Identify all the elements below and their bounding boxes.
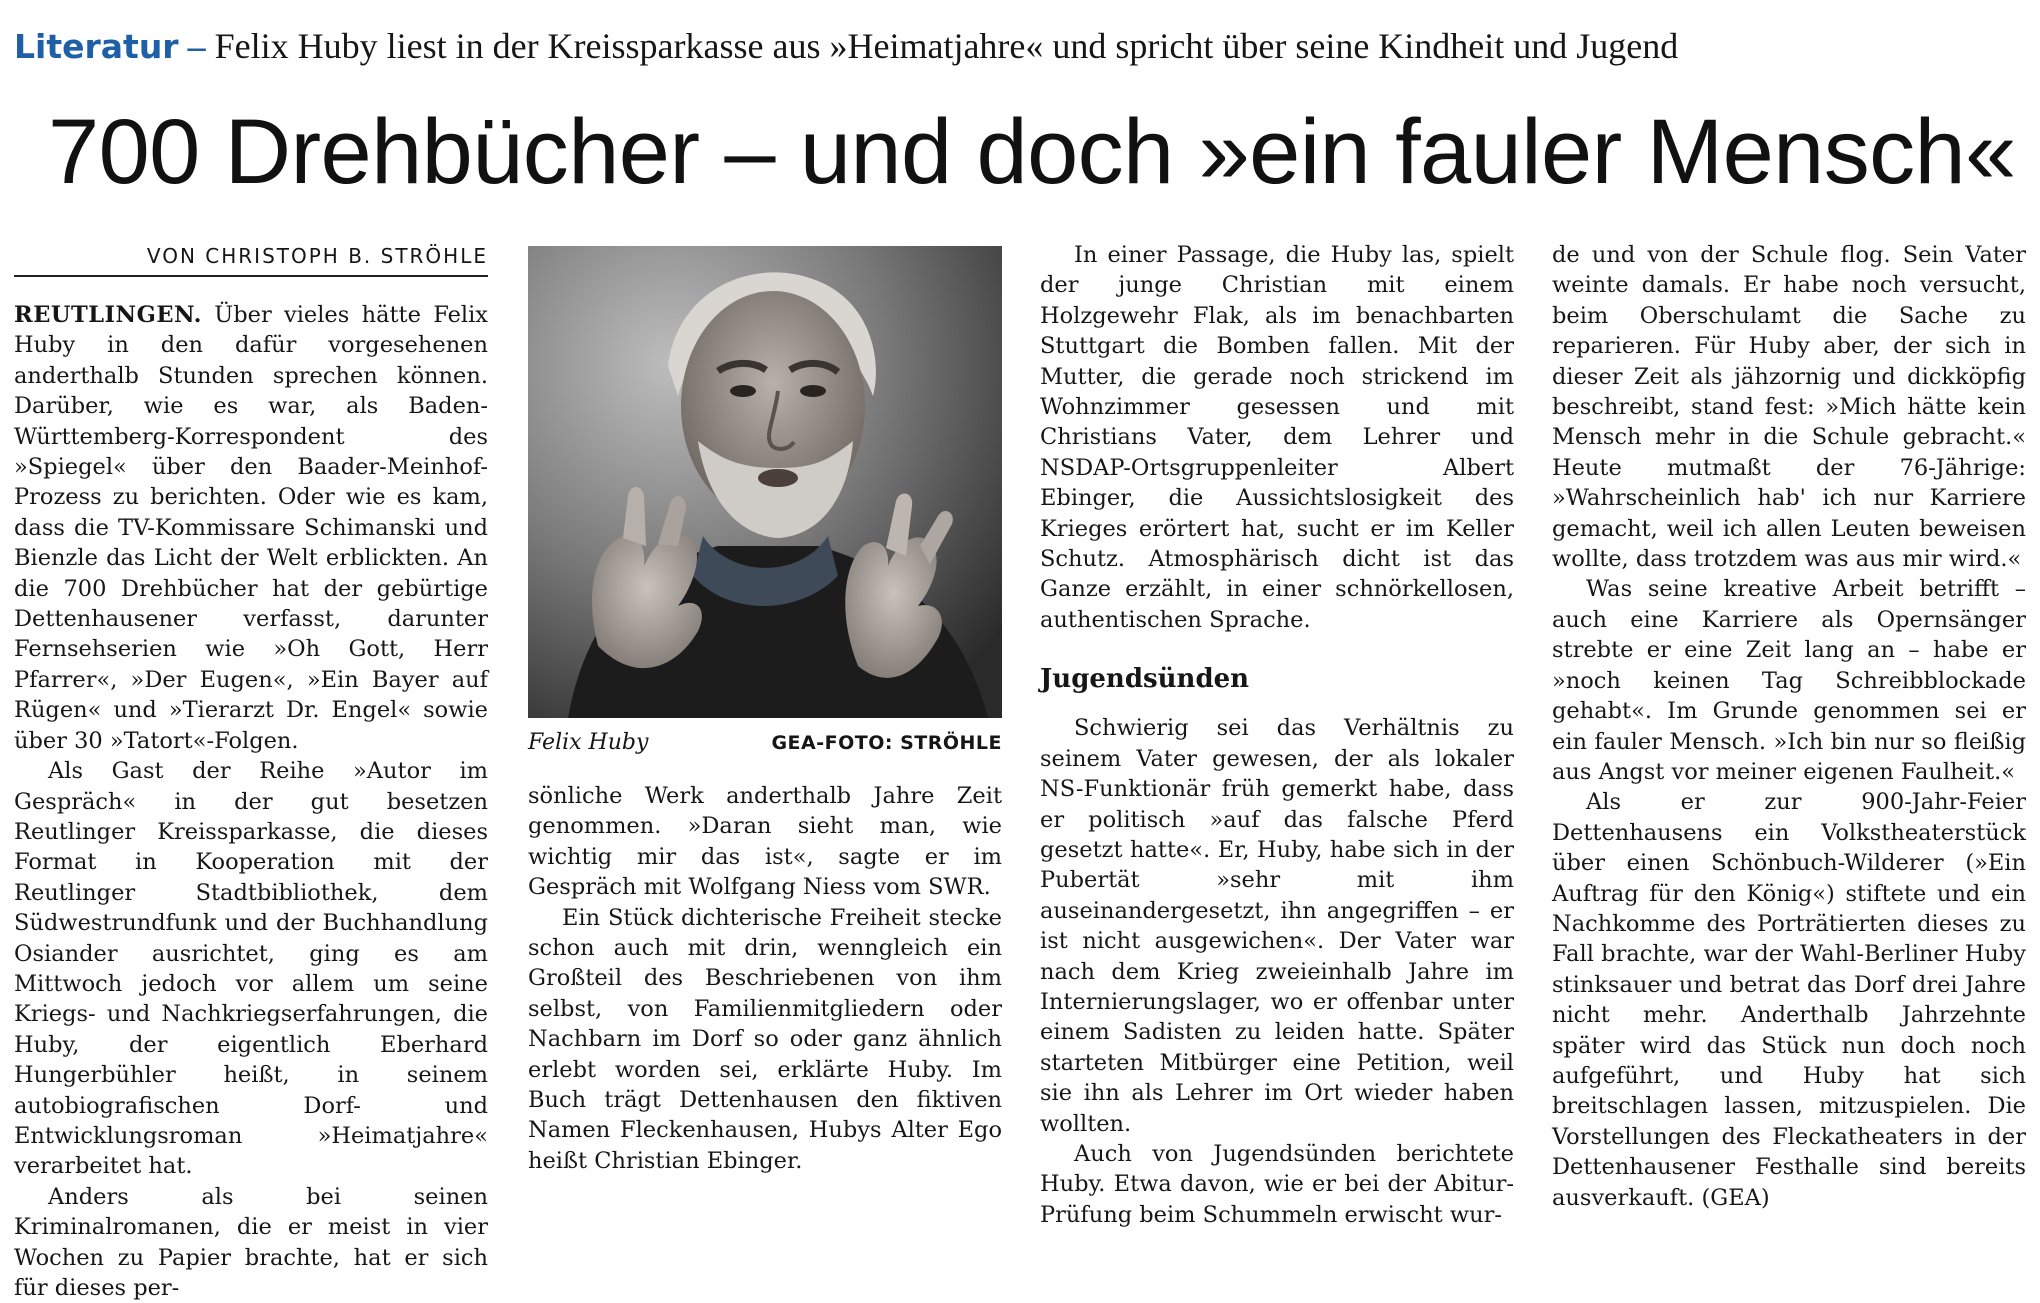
paragraph: Auch von Jugendsünden berichtete Huby. Etwa davon, wie er bei der Abitur-Prüfung beim Schummeln erwischt wur- (1040, 1140, 1514, 1228)
article-column-1 (14, 300, 488, 1303)
paragraph (14, 300, 488, 756)
paragraph: de und von der Schule flog. Sein Vater weinte damals. Er habe noch versucht, beim Oberschulamt die Sache zu reparieren. Für Huby aber, der sich in dieser Zeit als jähzornig und dickköpfig beschreibt, stand fest: »Mich hätte kein Mensch mehr in die Schule gebracht.« Heute mutmaßt der 76-Jährige: »Wahrscheinlich hab' ich nur Karriere gemacht, weil ich allen Leuten beweisen wollte, dass trotzdem was aus mir wird.« (1552, 242, 2026, 573)
kicker-dash: – (187, 26, 206, 66)
kicker-line (14, 20, 2034, 73)
paragraph: Was seine kreative Arbeit betrifft – auch eine Karriere als Opernsänger strebte er eine Zeit lang an – habe er »noch keinen Tag Schreibblockade gehabt«. Im Grunde genommen sei er ein fauler Mensch. »Ich bin nur so fleißig aus Angst vor meiner eigenen Faulheit.« (1552, 576, 2026, 785)
kicker-text: Felix Huby liest in der Kreissparkasse aus »Heimatjahre« und spricht über seine Kindheit und Jugend (214, 26, 1679, 66)
portrait-photo (528, 246, 1002, 718)
headline: 700 Drehbücher – und doch »ein fauler Mensch« (48, 101, 2016, 203)
paragraph: Ein Stück dichterische Freiheit stecke schon auch mit drin, wenngleich ein Großteil des Beschriebenen von ihm selbst, von Familienmitgliedern oder Nachbarn im Dorf so oder ganz ähnlich erlebt worden sei, erklärte Huby. Im Buch trägt Dettenhausen den fiktiven Namen Fleckenhausen, Hubys Alter Ego heißt Christian Ebinger. (528, 904, 1002, 1174)
paragraph: sönliche Werk anderthalb Jahre Zeit genommen. »Daran sieht man, wie wichtig mir das ist«, sagte er im Gespräch mit Wolfgang Niess vom SWR. (528, 783, 1002, 901)
paragraph: Schwierig sei das Verhältnis zu seinem Vater gewesen, der als lokaler NS-Funktionär früh gemerkt habe, dass er politisch »auf das falsche Pferd gesetzt hatte«. Er, Huby, habe sich in der Pubertät »sehr mit ihm auseinandergesetzt, ihn angegriffen – er ist nicht ausgewichen«. Der Vater war nach dem Krieg zweieinhalb Jahre im Internierungslager, wo er offenbar unter einem Sadisten zu leiden hatte. Später starteten Mitbürger eine Petition, weil sie ihn als Lehrer im Ort wieder haben wollten. (1040, 715, 1514, 1137)
byline: VON CHRISTOPH B. STRÖHLE (14, 242, 488, 277)
paragraph: In einer Passage, die Huby las, spielt der junge Christian mit einem Holzgewehr Flak, als im benachbarten Stuttgart die Bomben fallen. Mit der Mutter, die gerade noch strickend im Wohnzimmer gesessen und mit Christians Vater, dem Lehrer und NSDAP-Ortsgruppenleiter Albert Ebinger, die Aussichtslosigkeit des Krieges erörtert hat, sucht er im Keller Schutz. Atmosphärisch dicht ist das Ganze erzählt, in einer schnörkellosen, authentischen Sprache. (1040, 242, 1514, 633)
paragraph: Als Gast der Reihe »Autor im Gespräch« in der gut besetzen Reutlinger Kreissparkasse, die dieses Format in Kooperation mit der Reutlinger Stadtbibliothek, dem Südwestrundfunk und der Buchhandlung Osiander ausrichtet, ging es am Mittwoch jedoch vor allem um seine Kriegs- und Nachkriegserfahrungen, die Huby, der eigentlich Eberhard Hungerbühler heißt, in seinem autobiografischen Dorf- und Entwicklungsroman »Heimatjahre« verarbeitet hat. (14, 758, 488, 1180)
article-column-2 (528, 781, 1002, 1176)
paragraph: Als er zur 900-Jahr-Feier Dettenhausens ein Volkstheaterstück über einen Schönbuch-Wilderer (»Ein Auftrag für den König«) stiftete und ein Nachkomme des Porträtierten dieses zu Fall brachte, war der Wahl-Berliner Huby stinksauer und betrat das Dorf drei Jahre nicht mehr. Anderthalb Jahrzehnte später wird das Stück nun doch noch aufgeführt, und Huby hat sich breitschlagen lassen, mitzuspielen. Die Vorstellungen des Fleckatheaters in der Dettenhausener Festhalle sind bereits ausverkauft. (GEA) (1552, 789, 2026, 1211)
caption-name: Felix Huby (528, 730, 649, 755)
paragraph-text: Über vieles hätte Felix Huby in den dafür vorgesehenen anderthalb Stunden sprechen können. Darüber, wie es war, als Baden-Württemberg-Korrespondent des »Spiegel« über den Baader-Meinhof-Prozess zu berichten. Oder wie es kam, dass die TV-Kommissare Schimanski und Bienzle das Licht der Welt erblickten. An die 700 Drehbücher hat der gebürtige Dettenhausener verfasst, darunter Fernsehserien wie »Oh Gott, Herr Pfarrer«, »Der Eugen«, »Ein Bayer auf Rügen« und »Tierarzt Dr. Engel« sowie über 30 »Tatort«-Folgen. (14, 302, 488, 754)
article-column-3 (1040, 240, 1514, 1230)
photo-credit: GEA-FOTO: STRÖHLE (771, 732, 1002, 754)
subheading: Jugendsünden (1040, 664, 1250, 695)
kicker-category: Literatur (14, 27, 179, 66)
portrait-illustration (528, 246, 1002, 718)
photo-caption (528, 728, 1002, 758)
dateline: REUTLINGEN. (14, 302, 202, 328)
article-column-4 (1552, 240, 2026, 1213)
paragraph: Anders als bei seinen Kriminalromanen, die er meist in vier Wochen zu Papier brachte, hat er sich für dieses per- (14, 1183, 488, 1301)
